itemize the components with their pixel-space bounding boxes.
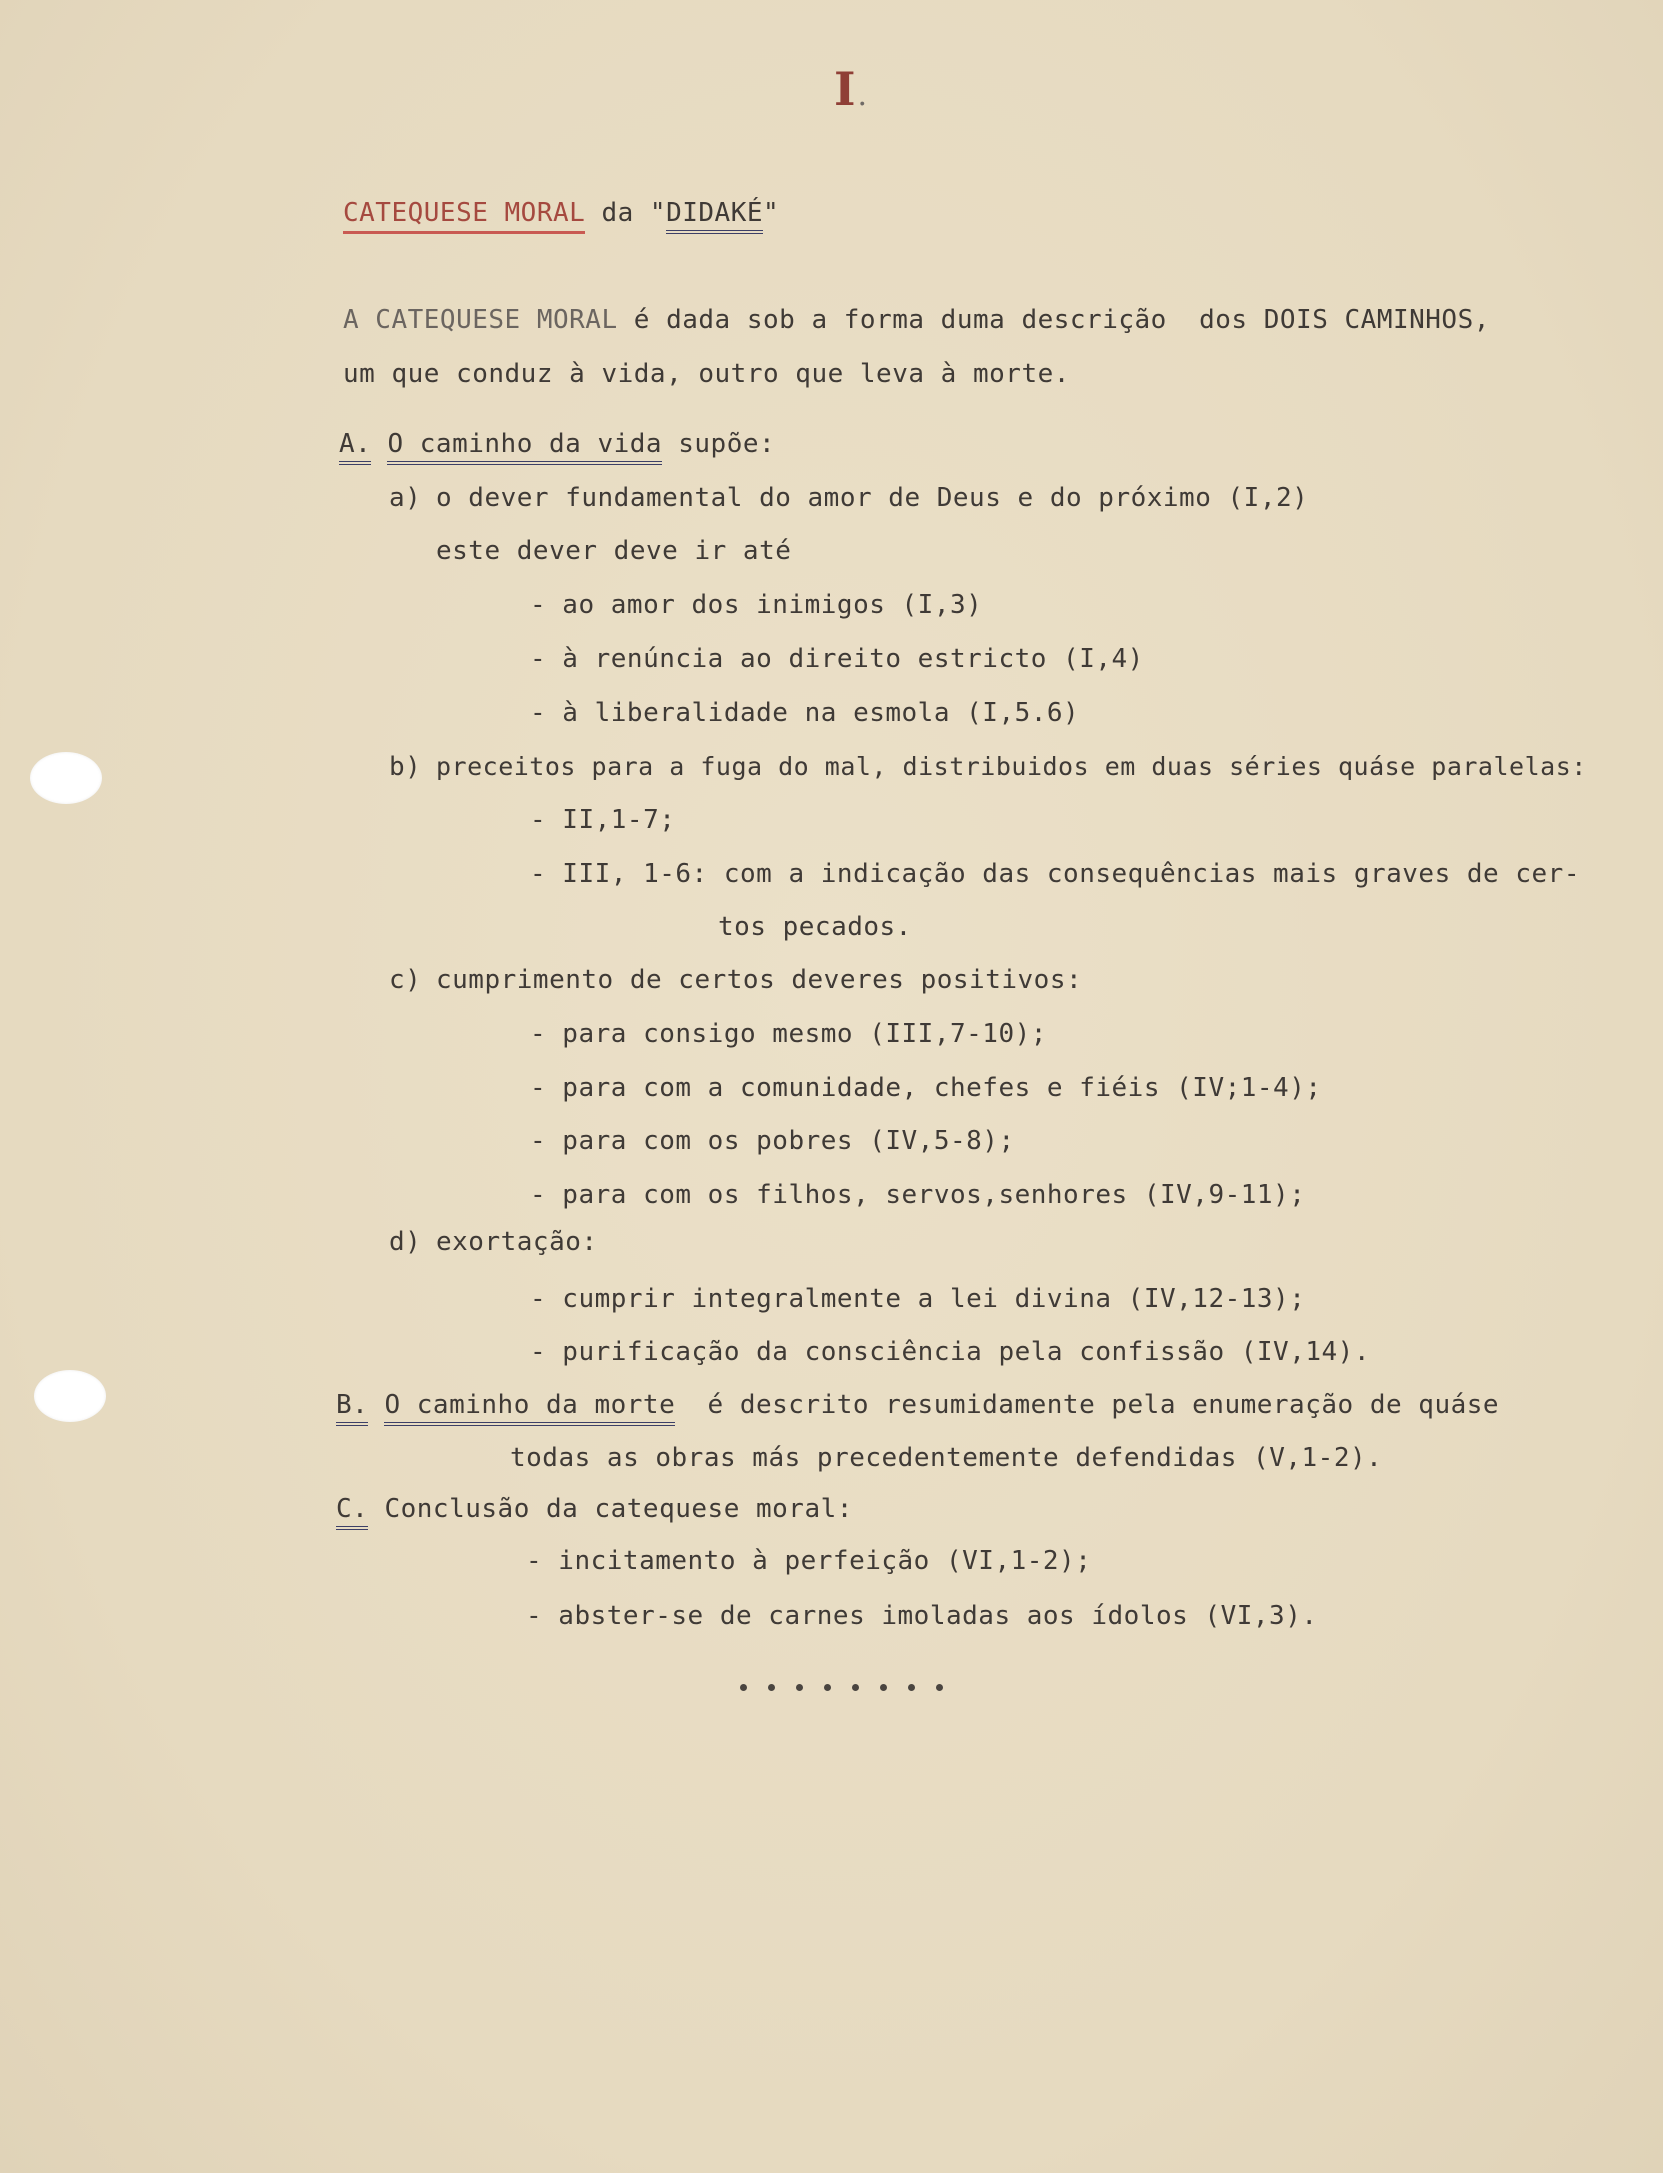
section-b-title-tail: é descrito resumidamente pela enumeração de quáse	[675, 1390, 1500, 1420]
dot	[768, 1684, 775, 1691]
page-number	[834, 62, 869, 116]
section-a-title: O caminho da vida	[387, 429, 662, 465]
item-a-label: a)	[389, 483, 422, 513]
closing-dots	[740, 1676, 964, 1695]
item-a-sub-2: - à renúncia ao direito estricto (I,4)	[530, 644, 1144, 674]
section-c-sub-2: - abster-se de carnes imoladas aos ídolos (VI,3).	[526, 1601, 1318, 1631]
item-a-text: o dever fundamental do amor de Deus e do próximo (I,2)	[436, 483, 1309, 513]
section-a-marker: A.	[339, 429, 371, 465]
section-b-marker: B.	[336, 1390, 368, 1426]
section-c-title: Conclusão da catequese moral:	[384, 1494, 853, 1524]
section-c-marker: C.	[336, 1494, 368, 1530]
item-c-sub-2: - para com a comunidade, chefes e fiéis (IV;1-4);	[530, 1073, 1322, 1103]
punch-hole-bottom	[34, 1370, 106, 1422]
dot	[852, 1684, 859, 1691]
dot	[796, 1684, 803, 1691]
item-d-sub-1: - cumprir integralmente a lei divina (IV,12-13);	[530, 1284, 1306, 1314]
item-b-continuation: tos pecados.	[718, 912, 912, 942]
item-b-label: b)	[389, 752, 422, 782]
dot	[880, 1684, 887, 1691]
punch-hole-top	[30, 752, 102, 804]
item-c-text: cumprimento de certos deveres positivos:	[436, 965, 1083, 995]
dot	[908, 1684, 915, 1691]
item-c-label: c)	[389, 965, 422, 995]
title-connector: da "	[585, 198, 667, 228]
section-a-title-tail: supõe:	[662, 429, 776, 459]
dot	[936, 1684, 943, 1691]
item-c-sub-3: - para com os pobres (IV,5-8);	[530, 1126, 1015, 1156]
item-c-sub-1: - para consigo mesmo (III,7-10);	[530, 1019, 1047, 1049]
section-b-heading	[336, 1388, 1499, 1422]
dot	[740, 1684, 747, 1691]
item-b-sub-2: - III, 1-6: com a indicação das consequências mais graves de cer-	[530, 859, 1580, 889]
dot	[824, 1684, 831, 1691]
page-number-numeral: I	[834, 62, 858, 116]
title-didake: DIDAKÉ	[666, 198, 763, 234]
item-b-sub-1: - II,1-7;	[530, 805, 676, 835]
intro-line-2: um que conduz à vida, outro que leva à morte.	[343, 359, 1070, 389]
item-a-continuation: este dever deve ir até	[436, 536, 792, 566]
title-main: CATEQUESE MORAL	[343, 198, 585, 234]
item-a-sub-3: - à liberalidade na esmola (I,5.6)	[530, 698, 1080, 728]
item-c-sub-4: - para com os filhos, servos,senhores (IV,9-11);	[530, 1180, 1306, 1210]
section-a-heading	[339, 427, 775, 461]
title-close-quote: "	[763, 198, 780, 228]
section-c-heading	[336, 1492, 853, 1526]
page-number-dot: .	[857, 78, 870, 113]
intro-rest: é dada sob a forma duma descrição dos DOIS CAMINHOS,	[617, 305, 1490, 335]
item-d-text: exortação:	[436, 1227, 598, 1257]
document-title	[343, 196, 779, 230]
item-d-sub-2: - purificação da consciência pela confissão (IV,14).	[530, 1337, 1370, 1367]
intro-subject: A CATEQUESE MORAL	[343, 305, 618, 335]
intro-line-1	[343, 303, 1490, 337]
item-a-sub-1: - ao amor dos inimigos (I,3)	[530, 590, 983, 620]
section-b-title: O caminho da morte	[384, 1390, 675, 1426]
section-c-sub-1: - incitamento à perfeição (VI,1-2);	[526, 1546, 1092, 1576]
section-b-continuation: todas as obras más precedentemente defendidas (V,1-2).	[510, 1443, 1383, 1473]
item-b-text: preceitos para a fuga do mal, distribuidos em duas séries quáse paralelas:	[436, 752, 1587, 781]
item-d-label: d)	[389, 1227, 422, 1257]
